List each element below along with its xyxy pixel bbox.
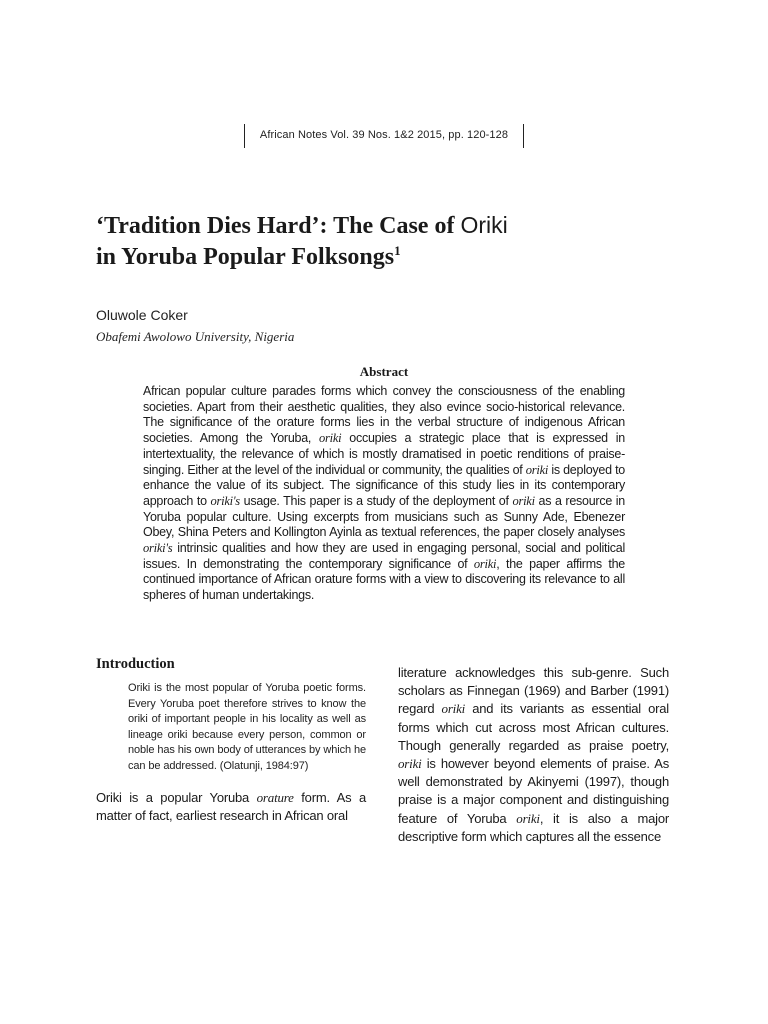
abstract-text: occupies a strategic place that is expressed in intertextuality, the relevance of which is mostly dramatised in poetic renditions of praise-singing. Either at the level of the individual or community, the qualities of [143, 431, 625, 477]
article-title [96, 210, 696, 273]
introduction-paragraph [96, 789, 366, 825]
paragraph-text: Oriki is a popular Yoruba [96, 789, 257, 805]
abstract-oriki-term: oriki's [210, 493, 240, 508]
title-oriki-word: Oriki [460, 212, 508, 238]
abstract-oriki-term: oriki [512, 493, 535, 508]
abstract-oriki-term: oriki's [143, 541, 173, 556]
abstract-oriki-term: oriki [319, 431, 342, 446]
abstract-text: is deployed to enhance the value of its subject. The significance of this study lies in its contemporary approach to [143, 462, 625, 508]
paragraph-text: , it is also a major descriptive form which captures all the essence [398, 810, 669, 844]
title-line2: in Yoruba Popular Folksongs [96, 244, 395, 270]
epigraph-quote: Oriki is the most popular of Yoruba poetic forms. Every Yoruba poet therefore strives to know the oriki of important people in his locality as well as lineage oriki because every person, common or noble has his own body of utterances by which he can be addressed. (Olatunji, 1984:97) [128, 682, 366, 772]
abstract-heading: Abstract [359, 364, 409, 379]
abstract-oriki-term: oriki [525, 462, 549, 477]
paragraph-text: form. As a matter of fact, earliest research in African oral [96, 789, 366, 823]
abstract-oriki-term: oriki [473, 556, 497, 571]
oriki-term: oriki [398, 756, 422, 772]
introduction-heading: Introduction [96, 656, 175, 672]
abstract-text: , the paper affirms the continued importance of African orature forms with a view to discovering its relevance to all spheres of human undertakings. [143, 556, 625, 603]
abstract-body [143, 384, 625, 604]
right-column-paragraph [398, 664, 669, 846]
title-line1-prefix: ‘Tradition Dies Hard’: The Case of [96, 213, 461, 239]
abstract-text: as a resource in Yoruba popular culture. Using excerpts from musicians such as Sunny Ade, Ebenezer Obey, Shina Peters and Kollington Ayinla as textual references, the paper closely analyses [143, 493, 625, 540]
running-header: African Notes Vol. 39 Nos. 1&2 2015, pp. 120-128 [244, 124, 524, 148]
footnote-mark[interactable]: 1 [394, 243, 401, 258]
oriki-term: oriki [441, 701, 466, 717]
abstract-text: intrinsic qualities and how they are used in engaging personal, social and political issues. In demonstrating the contemporary significance of [143, 541, 625, 571]
orature-term: orature [256, 789, 294, 805]
author-affiliation: Obafemi Awolowo University, Nigeria [96, 329, 295, 344]
abstract-text: usage. This paper is a study of the deployment of [239, 493, 513, 508]
paragraph-text: and its variants as essential oral forms which cut across most African cultures. Though generally regarded as praise poetry, [398, 701, 669, 753]
right-column [398, 664, 669, 846]
author-name: Oluwole Coker [96, 307, 188, 323]
left-column [96, 656, 366, 825]
oriki-term: oriki [516, 810, 540, 826]
abstract-text: African popular culture parades forms which convey the consciousness of the enabling societies. Apart from their aesthetic qualities, they also evince socio-historical relevance. The significance of the orature forms lies in the verbal structure of indigenous African societies. Among the Yoruba, [143, 384, 625, 446]
paragraph-text: is however beyond elements of praise. As well demonstrated by Akinyemi (1997), though praise is a major component and distinguishing feature of Yoruba [398, 756, 669, 826]
paragraph-text: literature acknowledges this sub-genre. Such scholars as Finnegan (1969) and Barber (1991) regard [398, 665, 669, 717]
